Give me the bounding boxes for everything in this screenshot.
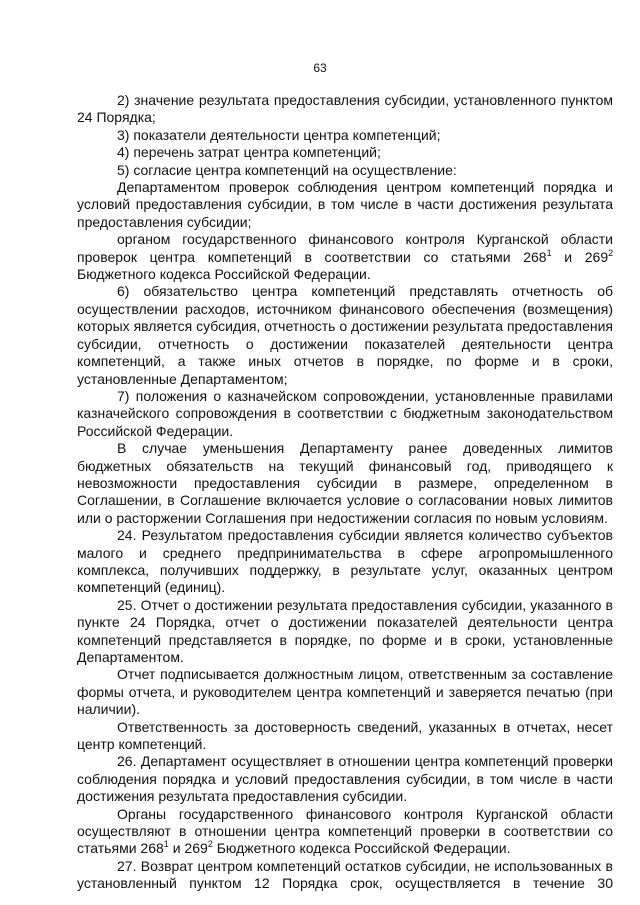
paragraph-report-signature: Отчет подписывается должностным лицом, ответственным за составление формы отчета, и руководителем центра компетенций и заверяется печатью (при наличии). <box>77 666 613 718</box>
paragraph-item-4: 4) перечень затрат центра компетенций; <box>117 144 381 161</box>
paragraph-section-24: 24. Результатом предоставления субсидии является количество субъектов малого и среднего предпринимательства в сфере агропромышленного комплекса, получивших поддержку, в результате услуг, оказанных центром компетенций (единиц). <box>77 527 613 596</box>
paragraph-control-bodies: Органы государственного финансового контроля Курганской области осуществляют в отношении центра компетенций проверки в соответствии со статьями $268^1$ и $269^2$ Бюджетного кодекса Российской Федерации. <box>77 805 614 857</box>
paragraph-limits-reduction: В случае уменьшения Департаменту ранее доведенных лимитов бюджетных обязательств на текущий финансовый год, приводящего к невозможности предоставления субсидии в размере, определенном в Соглашении, в Соглашение включается условие о согласовании новых лимитов или о расторжении Соглашения при недостижении согласия по новым условиям. <box>77 440 613 526</box>
document-body <box>77 92 613 893</box>
paragraph-item-7: 7) положения о казначейском сопровождении, установленные правилами казначейского сопровождения в соответствии с бюджетным законодательством Российской Федерации. <box>77 387 613 439</box>
paragraph-department-checks: Департаментом проверок соблюдения центром компетенций порядка и условий предоставления субсидии, в том числе в части достижения результата предоставления субсидии; <box>77 179 613 230</box>
paragraph-financial-control: органом государственного финансового контроля Курганской области проверок центра компетенций в соответствии со статьями $268^1$ и $269^2$ Бюджетного кодекса Российской Федерации. <box>77 231 614 283</box>
paragraph-responsibility: Ответственность за достоверность сведений, указанных в отчетах, несет центр компетенций. <box>77 718 613 753</box>
paragraph-item-3: 3) показатели деятельности центра компетенций; <box>117 126 441 143</box>
paragraph-section-26: 26. Департамент осуществляет в отношении центра компетенций проверки соблюдения порядка и условий предоставления субсидии, в том числе в части достижения результата предоставления субсидии. <box>77 753 613 805</box>
page-number: 63 <box>313 61 327 75</box>
paragraph-section-25: 25. Отчет о достижении результата предоставления субсидии, указанного в пункте 24 Порядка, отчет о достижении показателей деятельности центра компетенций представляется в порядке, по форме и в сроки, установленные Департаментом. <box>77 596 613 665</box>
paragraph-item-6: 6) обязательство центра компетенций представлять отчетность об осуществлении расходов, источником финансового обеспечения (возмещения) которых является субсидия, отчетность о достижении результата предоставления субсидии, отчетность о достижении показателей деятельности центра компетенций, а также иных отчетов в порядке, по форме и в сроки, установленные Департаментом; <box>77 283 613 387</box>
paragraph-item-2: 2) значение результата предоставления субсидии, установленного пунктом 24 Порядка; <box>77 92 613 126</box>
paragraph-item-5: 5) согласие центра компетенций на осуществление: <box>117 161 457 178</box>
paragraph-section-27: 27. Возврат центром компетенций остатков субсидии, не использованных в установленный пунктом 12 Порядка срок, осуществляется в течение 30 <box>77 857 613 892</box>
